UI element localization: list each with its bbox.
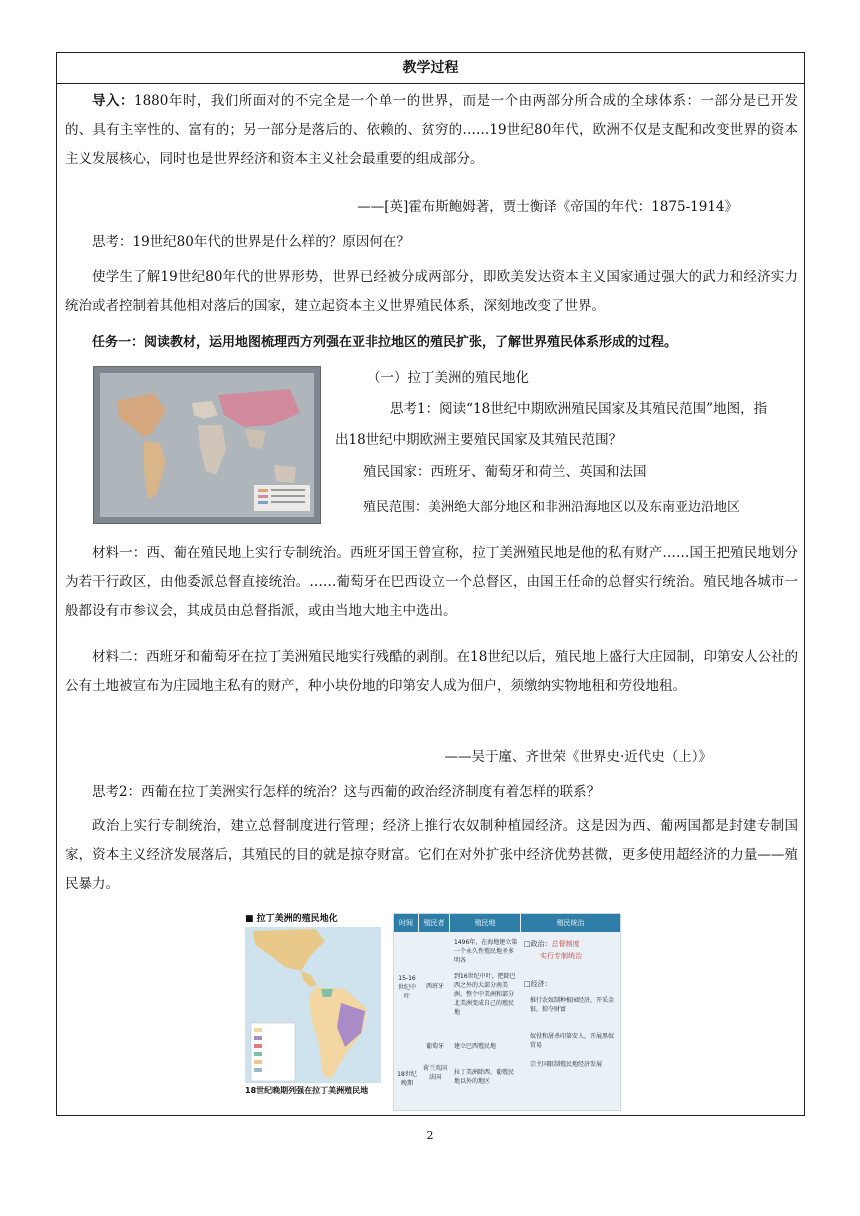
rule-econ-3: 宗主国限制殖民地经济发展: [530, 1061, 603, 1068]
task-one: 任务一：阅读教材，运用地图梳理西方列强在亚非拉地区的殖民扩张，了解世界殖民体系形成的过程。: [92, 335, 678, 350]
row3-time: 18世纪晚期: [397, 1071, 417, 1087]
row1-time: 15-16世纪中叶: [397, 975, 416, 1000]
section-one-question-line2: 出18世纪中期欧洲主要殖民国家及其殖民范围？: [335, 432, 623, 448]
row3-colony: 拉丁美洲除西、葡殖民地以外的地区: [454, 1069, 515, 1085]
rule-politics-label: □政治：: [524, 940, 552, 948]
material-one: 材料一：西、葡在殖民地上实行专制统治。西班牙国王曾宣称，拉丁美洲殖民地是他的私有财产……国王把殖民地划分为若干行政区，由他委派总督直接统治。……葡萄牙在巴西设立一个总督区，由国王任命的总督实行统治。殖民地各城市一般都设有市参议会，其成员由总督指派，或由当地大地主中选出。: [65, 545, 798, 619]
row1-colonizer: 西班牙: [425, 983, 444, 990]
row1-colony-b: 到16世纪中叶，把除巴西之外的大部分南美洲、整个中美洲和部分北美洲变成自己的殖民地: [454, 973, 516, 1016]
latin-america-map-graphic: [245, 927, 381, 1083]
intro-text: 1880年时，我们所面对的不完全是一个单一的世界，而是一个由两部分所合成的全球体系：一部分是已开发的、具有主宰性的、富有的；另一部分是落后的、依赖的、贫穷的……19世纪80年代，欧洲不仅是支配和改变世界的资本主义发展核心，同时也是世界经济和资本主义社会最重要的组成部分。: [65, 93, 799, 167]
colonial-range: 殖民范围：美洲绝大部分地区和非洲沿海地区以及东南亚边沿地区: [363, 500, 741, 515]
rule-econ-label: □经济：: [524, 980, 552, 988]
table-header-rule: 殖民统治: [521, 914, 620, 932]
material-two: 材料二：西班牙和葡萄牙在拉丁美洲殖民地实行残酷的剥削。在18世纪以后，殖民地上盛行大庄园制，印第安人公社的公有土地被宣布为庄园地主私有的财产，种小块份地的印第安人成为佃户，须缴纳实物地租和劳役地租。: [65, 649, 798, 694]
intro-source: ——[英]霍布斯鲍姆著，贾士衡译《帝国的年代：1875-1914》: [357, 199, 738, 215]
latin-america-map-image: [245, 911, 381, 1097]
rule-politics-b: 实行专制统治: [540, 952, 582, 960]
intro-question: 思考：19世纪80年代的世界是什么样的？原因何在？: [92, 234, 410, 250]
row1-colony-a: 1496年，在海地建立第一个永久性殖民地圣多明各: [454, 939, 518, 964]
rule-econ-1: 推行农奴制种植园经济，开采金银，掠夺财富: [530, 997, 615, 1013]
intro-paragraph: [65, 87, 798, 174]
table-header-time: 时间: [394, 914, 418, 932]
colonial-countries: 殖民国家：西班牙、葡萄牙和荷兰、英国和法国: [363, 464, 647, 480]
map-caption: 18世纪晚期列强在拉丁美洲殖民地: [245, 1086, 369, 1095]
row2-colonizer: 葡萄牙: [425, 1043, 444, 1050]
material-source: ——吴于廑、齐世荣《世界史·近代史（上）》: [444, 749, 712, 765]
answer-two: 政治上实行专制统治，建立总督制度进行管理；经济上推行农奴制种植园经济。这是因为西、葡两国都是封建专制国家，资本主义经济发展落后，其殖民的目的就是掠夺财富。它们在对外扩张中经济优势甚微，更多使用超经济的力量——殖民暴力。: [65, 818, 798, 892]
world-colonial-map-image: [93, 366, 321, 524]
table-header-colonizer: 殖民者: [419, 914, 449, 932]
row2-colony: 建立巴西殖民地: [454, 1043, 497, 1050]
map-title: ■ 拉丁美洲的殖民地化: [245, 914, 338, 924]
rule-politics-a: 总督制度: [551, 940, 580, 948]
section-one-question-line1: 思考1：阅读“18世纪中期欧洲殖民国家及其殖民范围”地图，指: [390, 401, 768, 417]
intro-answer: 使学生了解19世纪80年代的世界形势，世界已经被分成两部分，即欧美发达资本主义国家通过强大的武力和经济实力统治或者控制着其他相对落后的国家，建立起资本主义世界殖民体系，深刻地改变了世界。: [65, 269, 798, 314]
section-one-heading: （一）拉丁美洲的殖民地化: [367, 370, 529, 386]
row3-colonizer: 荷兰英国法国: [422, 1065, 447, 1081]
rule-econ-2: 奴役和屠杀印第安人，开展黑奴贸易: [530, 1033, 615, 1049]
colonization-summary-table: [393, 913, 621, 1111]
lesson-table: [56, 52, 805, 1116]
intro-label: 导入：: [92, 93, 134, 109]
page-title: 教学过程: [57, 53, 804, 84]
page-number: 2: [426, 1129, 434, 1142]
table-header-colony: 殖民地: [450, 914, 520, 932]
world-map-graphic: [94, 367, 320, 523]
question-two: 思考2：西葡在拉丁美洲实行怎样的统治？这与西葡的政治经济制度有着怎样的联系？: [92, 784, 601, 800]
